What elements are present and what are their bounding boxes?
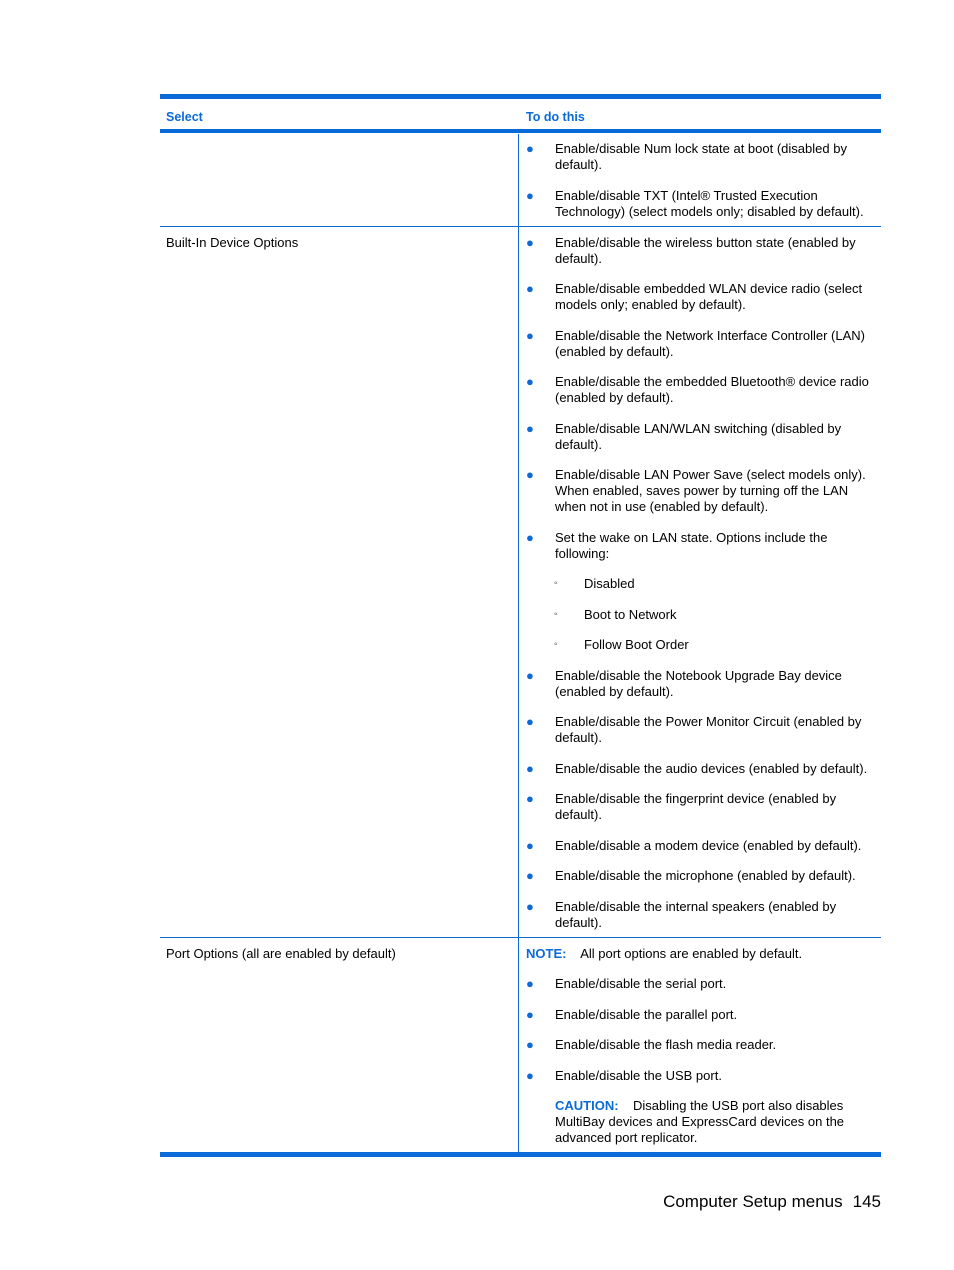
bullet-icon: ●: [526, 760, 534, 776]
list-item-text: Enable/disable the audio devices (enabled by default).: [555, 760, 868, 776]
footer-section-title: Computer Setup menus: [663, 1192, 843, 1211]
bullet-icon: ●: [526, 868, 534, 883]
list-item: [526, 530, 877, 562]
sub-list-item-text: Follow Boot Order: [584, 637, 689, 652]
list-item: [526, 141, 877, 173]
list-item: [526, 1068, 877, 1084]
todo-cell: [526, 938, 881, 1147]
list-item: [526, 421, 877, 453]
list-item: [526, 899, 877, 931]
list-item-text: Enable/disable the wireless button state (enabled by default).: [555, 234, 856, 266]
circle-bullet-icon: ◦: [554, 578, 558, 589]
list-item: [526, 714, 877, 746]
note-text: All port options are enabled by default.: [580, 945, 803, 961]
list-item: [526, 328, 877, 360]
bullet-icon: ●: [526, 187, 534, 203]
caution: [526, 1098, 877, 1146]
header-select: Select: [166, 110, 203, 124]
sub-list-item: [526, 576, 877, 592]
list-item: [526, 976, 877, 992]
bullet-icon: ●: [526, 234, 534, 250]
bullet-icon: ●: [526, 1037, 534, 1052]
circle-bullet-icon: ◦: [554, 608, 558, 620]
list-item: [526, 374, 877, 406]
list-item-text: Enable/disable the embedded Bluetooth® device radio (enabled by default).: [555, 374, 869, 405]
bullet-icon: ●: [526, 898, 534, 914]
table-header: [160, 99, 881, 133]
list-item: [526, 761, 877, 777]
bullet-icon: ●: [526, 667, 534, 683]
circle-bullet-icon: ◦: [554, 639, 558, 650]
page-number: 145: [852, 1192, 881, 1211]
list-item: [526, 467, 877, 515]
bullet-icon: ●: [526, 327, 534, 343]
bullet-icon: ●: [526, 529, 534, 545]
bullet-icon: ●: [526, 467, 534, 482]
sub-list-item-text: Disabled: [584, 576, 635, 591]
settings-table: [160, 94, 881, 1157]
select-cell: Built-In Device Options: [166, 234, 299, 250]
page-footer: [663, 1192, 881, 1212]
list-item-text: Enable/disable the USB port.: [555, 1067, 722, 1083]
table-row: [160, 133, 881, 227]
list-item: [526, 668, 877, 700]
list-item-text: Enable/disable the fingerprint device (enabled by default).: [555, 791, 837, 822]
note: [526, 946, 877, 962]
caution-text: Disabling the USB port also disables MultiBay devices and ExpressCard devices on the advanced port replicator.: [555, 1098, 845, 1145]
list-item: [526, 838, 877, 854]
list-item: [526, 791, 877, 823]
list-item-text: Enable/disable LAN/WLAN switching (disabled by default).: [555, 420, 842, 452]
todo-cell: [526, 133, 881, 220]
bullet-icon: ●: [526, 281, 534, 296]
header-to-do-this: To do this: [526, 110, 585, 124]
todo-cell: [526, 227, 881, 931]
bullet-icon: ●: [526, 976, 534, 991]
list-item-text: Enable/disable the parallel port.: [555, 1006, 738, 1022]
bullet-icon: ●: [526, 1067, 534, 1083]
bullet-icon: ●: [526, 374, 534, 389]
table-row: [160, 938, 881, 1158]
list-item-text: Enable/disable the flash media reader.: [555, 1037, 777, 1052]
bullet-icon: ●: [526, 1006, 534, 1022]
caution-label: CAUTION:: [555, 1098, 619, 1113]
list-item-text: Enable/disable the Network Interface Controller (LAN) (enabled by default).: [555, 327, 865, 359]
list-item: [526, 281, 877, 313]
bullet-icon: ●: [526, 141, 534, 156]
bullet-icon: ●: [526, 791, 534, 806]
list-item-text: Enable/disable Num lock state at boot (disabled by default).: [555, 141, 847, 172]
list-item: [526, 188, 877, 220]
list-item: [526, 235, 877, 267]
list-item: [526, 1037, 877, 1053]
bullet-icon: ●: [526, 420, 534, 436]
sub-list-item-text: Boot to Network: [584, 606, 677, 622]
list-item-text: Enable/disable the Notebook Upgrade Bay device (enabled by default).: [555, 667, 842, 699]
list-item-text: Set the wake on LAN state. Options include the following:: [555, 529, 828, 561]
list-item-text: Enable/disable TXT (Intel® Trusted Execution Technology) (select models only; disabled by default).: [555, 187, 864, 219]
list-item: [526, 1007, 877, 1023]
select-cell: Port Options (all are enabled by default): [166, 945, 396, 961]
list-item-text: Enable/disable embedded WLAN device radio (select models only; enabled by default).: [555, 281, 863, 312]
list-item-text: Enable/disable LAN Power Save (select models only). When enabled, saves power by turning off the LAN when not in use (enabled by default).: [555, 467, 866, 514]
bullet-icon: ●: [526, 837, 534, 853]
note-label: NOTE:: [526, 945, 567, 961]
list-item-text: Enable/disable the serial port.: [555, 976, 727, 991]
list-item-text: Enable/disable the internal speakers (enabled by default).: [555, 898, 837, 930]
list-item-text: Enable/disable the microphone (enabled by default).: [555, 868, 856, 883]
list-item-text: Enable/disable a modem device (enabled by default).: [555, 837, 862, 853]
list-item-text: Enable/disable the Power Monitor Circuit (enabled by default).: [555, 714, 862, 745]
list-item: [526, 868, 877, 884]
table-row: [160, 227, 881, 938]
sub-list-item: [526, 607, 877, 623]
sub-list-item: [526, 637, 877, 653]
bullet-icon: ●: [526, 714, 534, 729]
